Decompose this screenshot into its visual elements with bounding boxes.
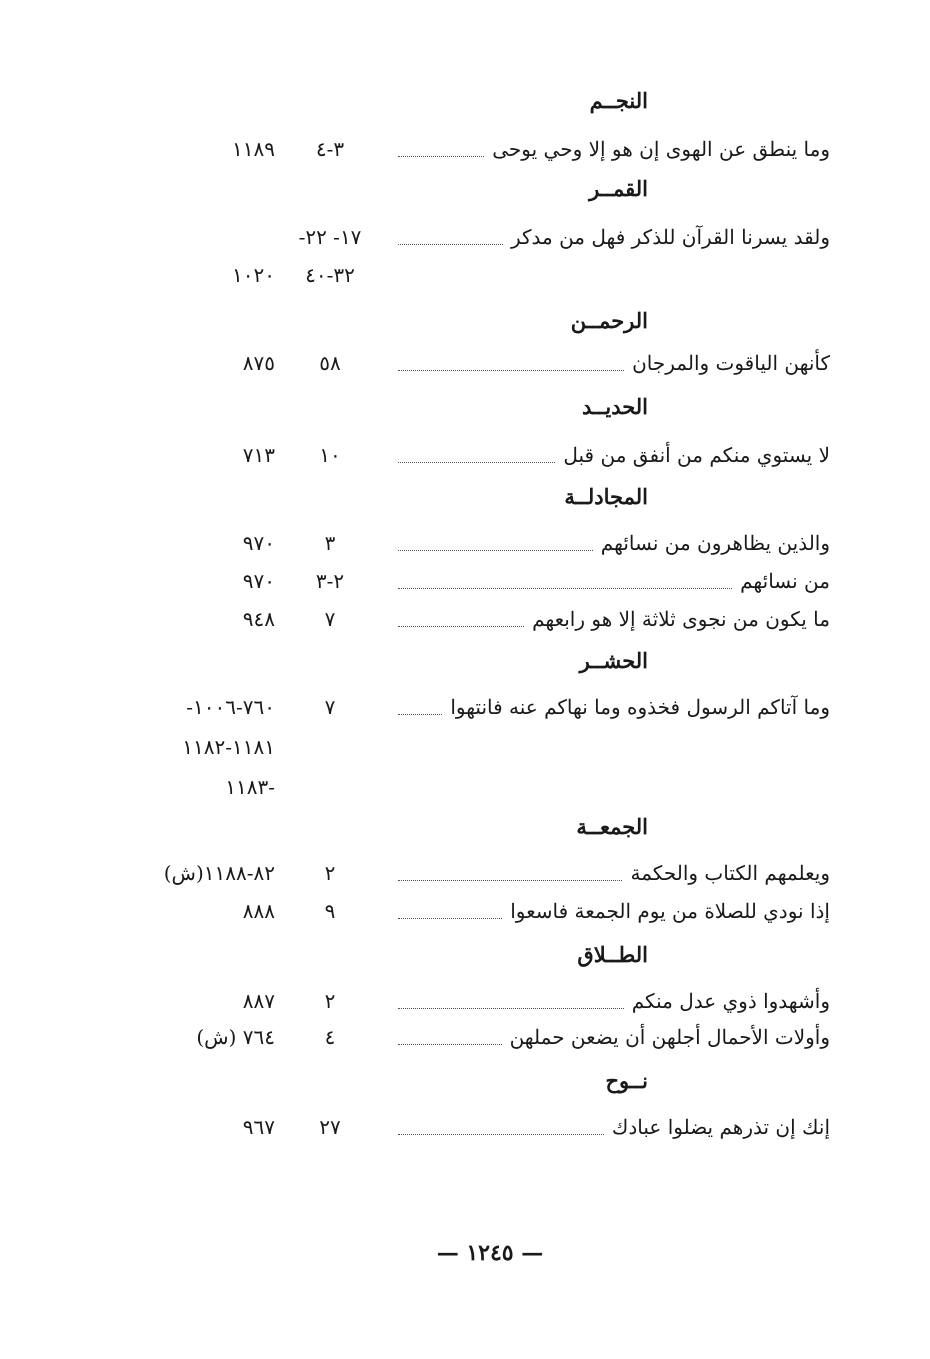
verse-entry <box>390 1110 830 1144</box>
dot-leader <box>398 917 502 919</box>
verse-entry <box>390 1020 830 1054</box>
surah-heading: النجــم <box>589 88 648 113</box>
dot-leader <box>398 625 524 627</box>
verse-entry <box>390 602 830 636</box>
page-refs: ٨٧٥ <box>242 351 275 375</box>
dot-leader <box>398 155 484 157</box>
surah-heading: الطــلاق <box>577 942 648 967</box>
verse-ref: ٢-٣ <box>315 569 345 593</box>
page-refs: ٧٦٤ (ش) <box>196 1025 275 1049</box>
verse-entry <box>390 220 830 254</box>
verse-text: وأشهدوا ذوي عدل منكم <box>631 989 830 1013</box>
verse-entry <box>390 438 830 472</box>
verse-text: لا يستوي منكم من أنفق من قبل <box>563 443 830 467</box>
verse-entry <box>390 856 830 890</box>
page-refs: ٧١٣ <box>242 443 275 467</box>
surah-heading: الرحمــن <box>570 308 648 333</box>
page-refs: ٨٢-١١٨٨(ش) <box>163 861 275 885</box>
verse-ref: ٢ <box>324 989 336 1013</box>
page-refs: ٩٦٧ <box>242 1115 275 1139</box>
dot-leader <box>398 461 555 463</box>
verse-text: من نسائهم <box>740 569 830 593</box>
verse-ref-continued: ٣٢-٤٠ <box>305 263 355 287</box>
verse-ref: ٥٨ <box>319 351 341 375</box>
page-refs: ٩٧٠ <box>242 569 275 593</box>
page-number: — ١٢٤٥ — <box>436 1240 544 1266</box>
page-refs: ٨٨٧ <box>242 989 275 1013</box>
surah-heading: المجادلــة <box>564 484 648 509</box>
dot-leader <box>398 369 624 371</box>
verse-text: وأولات الأحمال أجلهن أن يضعن حملهن <box>509 1025 830 1049</box>
page-refs: ٨٨٨ <box>242 899 275 923</box>
page-refs: ١١٨٩ <box>232 137 275 161</box>
dot-leader <box>398 1043 502 1045</box>
page-refs: ١١٨١-١١٨٢ <box>182 735 275 759</box>
verse-text: إذا نودي للصلاة من يوم الجمعة فاسعوا <box>510 899 830 923</box>
verse-entry <box>390 894 830 928</box>
surah-heading: الجمعــة <box>576 814 648 839</box>
verse-entry <box>390 132 830 166</box>
verse-entry <box>390 346 830 380</box>
verse-text: والذين يظاهرون من نسائهم <box>600 531 830 555</box>
verse-ref: ٤ <box>324 1025 336 1049</box>
surah-heading: الحديــد <box>582 394 648 419</box>
verse-text: ويعلمهم الكتاب والحكمة <box>630 861 830 885</box>
verse-ref: ٩ <box>324 899 336 923</box>
verse-ref: ٧ <box>324 695 336 719</box>
page-refs: -١١٨٣ <box>225 775 275 799</box>
verse-ref: ١٧- ٢٢- <box>298 225 362 249</box>
verse-entry <box>390 690 830 724</box>
page-refs: ٩٧٠ <box>242 531 275 555</box>
verse-text: ما يكون من نجوى ثلاثة إلا هو رابعهم <box>532 607 830 631</box>
verse-text: إنك إن تذرهم يضلوا عبادك <box>611 1115 830 1139</box>
verse-text: وما ينطق عن الهوى إن هو إلا وحي يوحى <box>492 137 830 161</box>
verse-text: كأنهن الياقوت والمرجان <box>632 351 830 375</box>
dot-leader <box>398 1007 624 1009</box>
dot-leader <box>398 587 732 589</box>
surah-heading: نــوح <box>605 1068 648 1093</box>
verse-ref: ١٠ <box>319 443 341 467</box>
verse-ref: ٧ <box>324 607 336 631</box>
verse-ref: ٢٧ <box>319 1115 341 1139</box>
verse-ref: ٣ <box>324 531 336 555</box>
verse-text: وما آتاكم الرسول فخذوه وما نهاكم عنه فانتهوا <box>450 695 830 719</box>
dot-leader <box>398 713 442 715</box>
dot-leader <box>398 1133 604 1135</box>
verse-entry <box>390 526 830 560</box>
dot-leader <box>398 879 622 881</box>
page-refs: ٩٤٨ <box>242 607 275 631</box>
dot-leader <box>398 549 593 551</box>
surah-heading: القمــر <box>589 176 648 201</box>
verse-ref: ٣-٤ <box>315 137 345 161</box>
verse-entry <box>390 984 830 1018</box>
page-refs: ١٠٢٠ <box>232 263 275 287</box>
verse-ref: ٢ <box>324 861 336 885</box>
verse-entry <box>390 564 830 598</box>
dot-leader <box>398 243 503 245</box>
verse-text: ولقد يسرنا القرآن للذكر فهل من مدكر <box>510 225 830 249</box>
surah-heading: الحشــر <box>579 648 648 673</box>
page-refs: ٧٦٠-١٠٠٦- <box>186 695 275 719</box>
